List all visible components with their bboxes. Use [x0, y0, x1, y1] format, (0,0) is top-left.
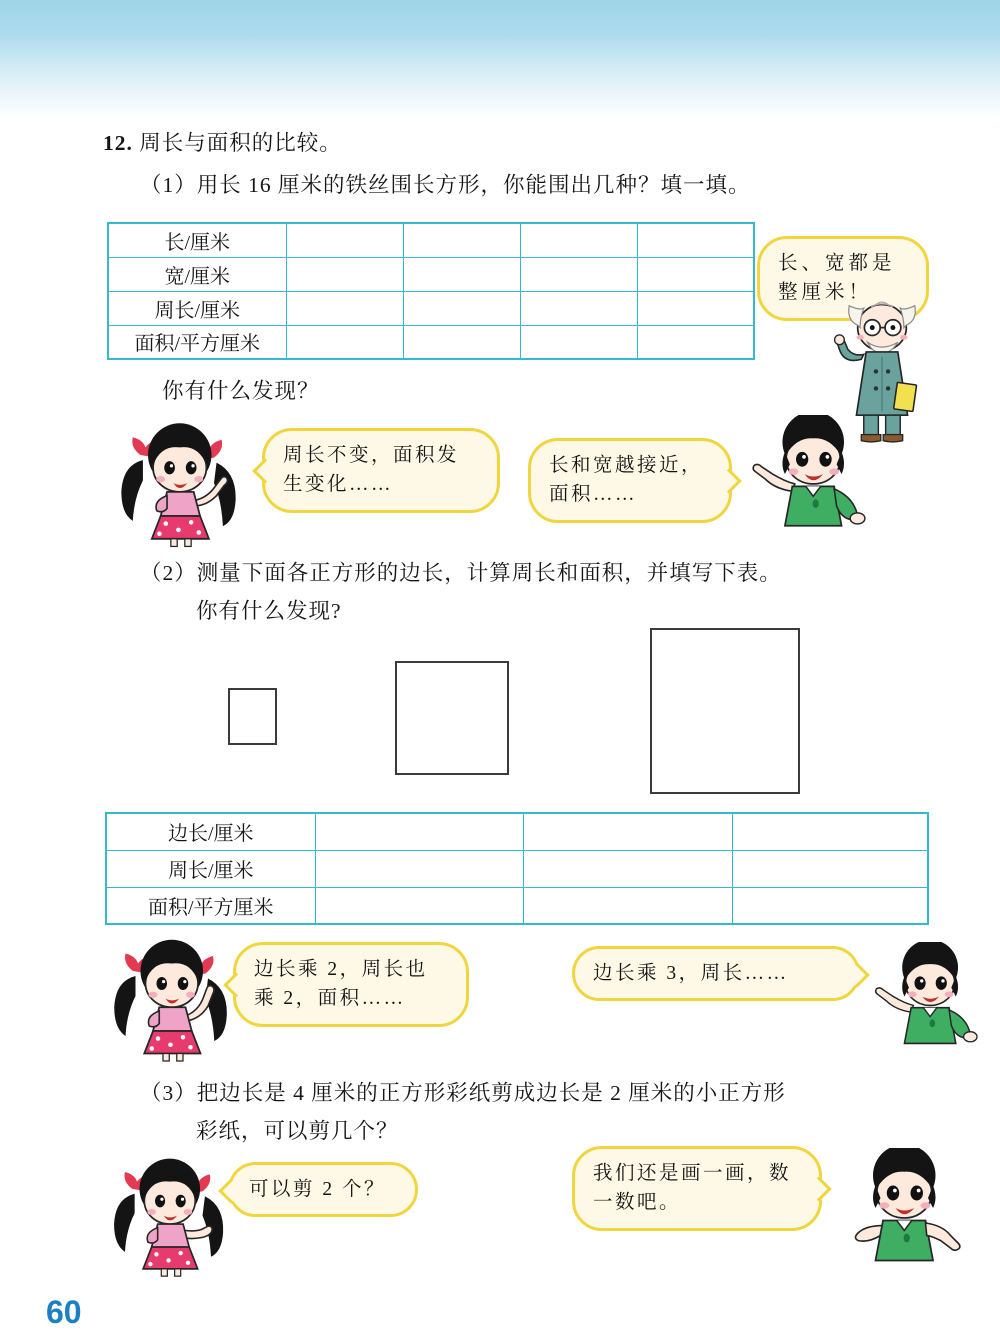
q1-girl-bubble: [262, 428, 500, 513]
boy-illustration: [828, 1148, 978, 1278]
section-title-text: 周长与面积的比较。: [139, 131, 342, 155]
girl-illustration: [108, 1156, 234, 1280]
q2-cell-empty[interactable]: [315, 887, 523, 924]
q1-row-label: 面积/平方厘米: [108, 325, 286, 359]
square-large: [650, 628, 800, 794]
girl-illustration: [115, 422, 247, 549]
q1-cell-empty[interactable]: [637, 257, 754, 291]
q1-cell-empty[interactable]: [286, 325, 403, 359]
q1-row-label: 宽/厘米: [108, 257, 286, 291]
bubble-tail: [252, 459, 277, 484]
q1-table: [107, 222, 755, 360]
q2-boy-bubble: [572, 946, 860, 1001]
girl-illustration: [108, 938, 238, 1064]
page-number: 60: [46, 1294, 82, 1330]
q2-prompt-line2: 你有什么发现?: [196, 599, 342, 623]
boy-illustration: [862, 942, 996, 1060]
q3-girl-bubble-text: 可以剪 2 个？: [249, 1179, 387, 1200]
q2-girl-bubble: [233, 942, 469, 1027]
q2-cell-empty[interactable]: [523, 813, 732, 850]
q1-cell-empty[interactable]: [403, 291, 520, 325]
q3-girl-bubble: [228, 1162, 418, 1217]
section-number: 12.: [103, 131, 133, 155]
q1-cell-empty[interactable]: [403, 223, 520, 257]
q3-prompt-line2: 彩纸，可以剪几个？: [196, 1119, 399, 1143]
square-small: [228, 688, 277, 745]
boy-character-1: [738, 415, 886, 543]
q2-cell-empty[interactable]: [523, 887, 732, 924]
q2-row-label: 边长/厘米: [106, 813, 315, 850]
q1-cell-empty[interactable]: [286, 223, 403, 257]
boy-character-3: [828, 1148, 978, 1278]
q1-girl-bubble-text: 周长不变，面积发生变化……: [283, 445, 460, 496]
boy-character-2: [862, 942, 996, 1060]
q2-girl-bubble-text: 边长乘 2，周长也乘 2，面积……: [254, 959, 428, 1010]
q1-question: 你有什么发现？: [162, 379, 320, 403]
q1-row-label: 长/厘米: [108, 223, 286, 257]
page-top-band: [0, 0, 1000, 118]
q1-cell-empty[interactable]: [637, 223, 754, 257]
square-medium: [395, 661, 509, 775]
q2-cell-empty[interactable]: [732, 850, 928, 887]
teacher-bubble-text: 长、宽都是整厘米！: [778, 253, 896, 304]
q2-row-label: 周长/厘米: [106, 850, 315, 887]
q2-cell-empty[interactable]: [315, 850, 523, 887]
q1-cell-empty[interactable]: [286, 291, 403, 325]
q1-boy-bubble-text: 长和宽越接近，面积……: [549, 455, 704, 506]
q2-cell-empty[interactable]: [732, 887, 928, 924]
q1-cell-empty[interactable]: [403, 325, 520, 359]
q3-prompt: （3）把边长是 4 厘米的正方形彩纸剪成边长是 2 厘米的小正方形: [140, 1081, 786, 1105]
girl-character-3: [108, 1156, 234, 1280]
girl-character-2: [108, 938, 238, 1064]
section-title: [103, 126, 342, 157]
q1-cell-empty[interactable]: [403, 257, 520, 291]
q1-cell-empty[interactable]: [520, 325, 637, 359]
q2-cell-empty[interactable]: [732, 813, 928, 850]
q1-cell-empty[interactable]: [637, 291, 754, 325]
q2-prompt: （2）测量下面各正方形的边长，计算周长和面积，并填写下表。: [140, 561, 782, 585]
q1-boy-bubble: [528, 438, 732, 523]
q1-prompt: （1）用长 16 厘米的铁丝围长方形，你能围出几种？填一填。: [140, 173, 751, 197]
q1-cell-empty[interactable]: [637, 325, 754, 359]
q3-boy-bubble: [572, 1146, 822, 1231]
q2-table: [105, 812, 929, 925]
q1-cell-empty[interactable]: [286, 257, 403, 291]
q2-cell-empty[interactable]: [315, 813, 523, 850]
q1-row-label: 周长/厘米: [108, 291, 286, 325]
q2-boy-bubble-text: 边长乘 3，周长……: [593, 963, 789, 984]
q1-cell-empty[interactable]: [520, 223, 637, 257]
q1-cell-empty[interactable]: [520, 291, 637, 325]
q2-cell-empty[interactable]: [523, 850, 732, 887]
q1-cell-empty[interactable]: [520, 257, 637, 291]
q3-boy-bubble-text: 我们还是画一画，数一数吧。: [593, 1163, 792, 1214]
q2-row-label: 面积/平方厘米: [106, 887, 315, 924]
girl-character-1: [115, 422, 247, 549]
boy-illustration: [738, 415, 886, 543]
